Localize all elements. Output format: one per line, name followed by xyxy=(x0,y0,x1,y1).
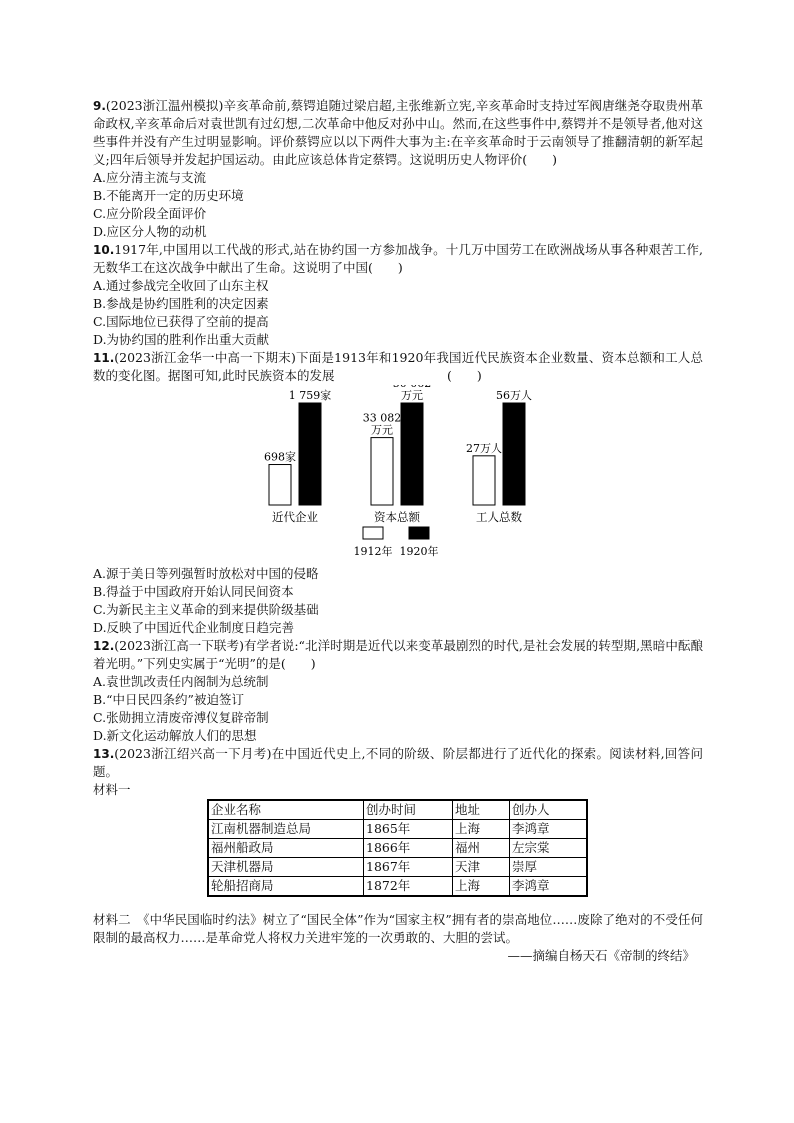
question-text: (2023浙江温州模拟)辛亥革命前,蔡锷追随过梁启超,主张维新立宪,辛亥革命时支持过军阀唐继尧夺取贵州革命政权,辛亥革命后对袁世凯有过幻想,二次革命中他反对孙中山。然而,在这些事件中,蔡锷并不是领导者,他对这些事件并没有产生过明显影响。评价蔡锷应以以下两件大事为主:在辛亥革命时于云南领导了推翻清朝的新军起义;四年后领导并发起护国运动。由此应该总体肯定蔡锷。这说明历史人物评价( ) xyxy=(93,98,703,167)
question-13 xyxy=(93,745,703,781)
question-text: (2023浙江金华一中高一下期末)下面是1913年和1920年我国近代民族资本企业数量、资本总额和工人总数的变化图。据图可知,此时民族资本的发展 ( ) xyxy=(93,350,703,383)
option-d: D.反映了中国近代企业制度日趋完善 xyxy=(93,620,295,635)
option-c: C.为新民主主义革命的到来提供阶级基础 xyxy=(93,602,319,617)
table-cell: 上海 xyxy=(453,820,510,839)
bar-1920 xyxy=(401,403,423,505)
data-label: 1 759家 xyxy=(288,389,332,402)
table-cell: 1867年 xyxy=(364,858,453,877)
data-label: 万元 xyxy=(401,389,423,402)
data-label: 56万人 xyxy=(496,389,532,402)
data-label: 33 082 xyxy=(362,411,402,425)
data-label: 27万人 xyxy=(466,441,502,455)
option-a: A.源于美日等列强暂时放松对中国的侵略 xyxy=(93,566,319,581)
table-cell: 崇厚 xyxy=(510,858,588,877)
table-row xyxy=(208,877,587,897)
material-2-source: ——摘编自杨天石《帝制的终结》 xyxy=(507,948,695,963)
option-c: C.应分阶段全面评价 xyxy=(93,206,207,221)
bar-1920 xyxy=(503,403,525,505)
question-9 xyxy=(93,97,703,169)
table-cell: 1872年 xyxy=(364,877,453,897)
table-cell: 1865年 xyxy=(364,820,453,839)
option-d: D.应区分人物的动机 xyxy=(93,224,207,239)
option-b: B.“中日民四条约”被迫签订 xyxy=(93,692,244,707)
table-row xyxy=(208,839,587,858)
question-number: 13. xyxy=(93,747,115,761)
question-text: (2023浙江高一下联考)有学者说:“北洋时期是近代以来变革最剧烈的时代,是社会发展的转型期,黑暗中酝酿着光明。”下列史实属于“光明”的是( ) xyxy=(93,638,703,671)
category-label: 近代企业 xyxy=(272,510,318,524)
option-b: B.参战是协约国胜利的决定因素 xyxy=(93,296,269,311)
table-cell: 轮船招商局 xyxy=(208,877,364,897)
table-cell: 上海 xyxy=(453,877,510,897)
table-header: 企业名称 xyxy=(208,800,364,820)
table-header-row xyxy=(208,800,587,820)
table-header: 地址 xyxy=(453,800,510,820)
question-10 xyxy=(93,241,703,277)
question-12 xyxy=(93,637,703,673)
bar-1912 xyxy=(371,438,393,505)
legend-swatch-1920 xyxy=(409,527,429,539)
table-cell: 李鸿章 xyxy=(510,820,588,839)
bar-1920 xyxy=(299,403,321,505)
question-number: 11. xyxy=(93,351,115,365)
table-cell: 李鸿章 xyxy=(510,877,588,897)
table-row xyxy=(208,820,587,839)
enterprise-table xyxy=(207,799,588,897)
option-a: A.通过参战完全收回了山东主权 xyxy=(93,278,269,293)
option-b: B.得益于中国政府开始认同民间资本 xyxy=(93,584,294,599)
table-cell: 左宗棠 xyxy=(510,839,588,858)
table-cell: 天津 xyxy=(453,858,510,877)
bar-1912 xyxy=(473,456,495,505)
bar-chart xyxy=(93,385,703,565)
question-number: 9. xyxy=(93,99,106,113)
option-d: D.为协约国的胜利作出重大贡献 xyxy=(93,332,270,347)
exam-page xyxy=(93,97,703,965)
data-label: 698家 xyxy=(264,450,296,464)
table-cell: 天津机器局 xyxy=(208,858,364,877)
question-11 xyxy=(93,349,703,385)
legend-swatch-1912 xyxy=(363,527,383,539)
table-row xyxy=(208,858,587,877)
bar-1912 xyxy=(269,465,291,505)
category-label: 资本总额 xyxy=(374,510,420,524)
table-cell: 江南机器制造总局 xyxy=(208,820,364,839)
question-text: 1917年,中国用以工代战的形式,站在协约国一方参加战争。十几万中国劳工在欧洲战场从事各种艰苦工作,无数华工在这次战争中献出了生命。这说明了中国( ) xyxy=(93,242,703,275)
legend-label: 1912年 xyxy=(353,545,393,558)
table-header: 创办人 xyxy=(510,800,588,820)
option-a: A.应分清主流与支流 xyxy=(93,170,207,185)
material-2: 材料二 《中华民国临时约法》树立了“国民全体”作为“国家主权”拥有者的崇高地位……废除了绝对的不受任何限制的最高权力……是革命党人将权力关进牢笼的一次勇敢的、大胆的尝试。 xyxy=(93,912,703,945)
option-c: C.国际地位已获得了空前的提高 xyxy=(93,314,269,329)
question-number: 10. xyxy=(93,243,115,257)
category-label: 工人总数 xyxy=(476,510,522,524)
material-1-title: 材料一 xyxy=(93,782,131,797)
legend-label: 1920年 xyxy=(399,545,439,558)
data-label: 万元 xyxy=(371,423,393,437)
table-cell: 福州 xyxy=(453,839,510,858)
option-c: C.张勋拥立清废帝溥仪复辟帝制 xyxy=(93,710,269,725)
table-cell: 1866年 xyxy=(364,839,453,858)
option-b: B.不能离开一定的历史环境 xyxy=(93,188,244,203)
question-text: (2023浙江绍兴高一下月考)在中国近代史上,不同的阶级、阶层都进行了近代化的探索。阅读材料,回答问题。 xyxy=(93,746,703,779)
table-cell: 福州船政局 xyxy=(208,839,364,858)
option-d: D.新文化运动解放人们的思想 xyxy=(93,728,257,743)
bar-chart-svg xyxy=(93,385,703,565)
table-header: 创办时间 xyxy=(364,800,453,820)
question-number: 12. xyxy=(93,639,115,653)
option-a: A.袁世凯改责任内阁制为总统制 xyxy=(93,674,269,689)
